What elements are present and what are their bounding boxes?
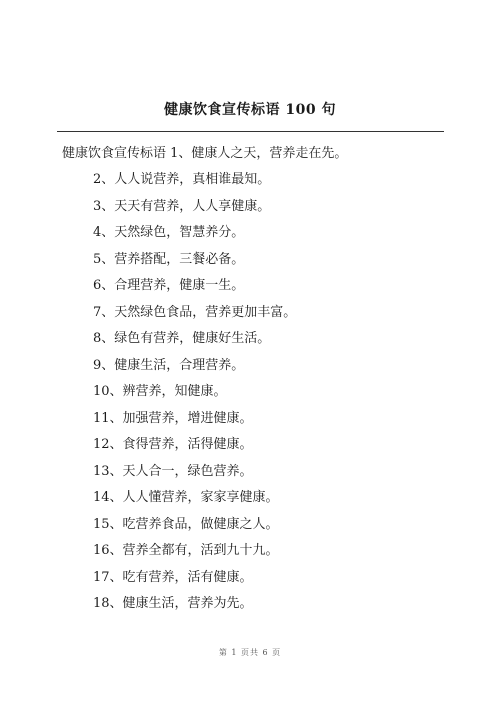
list-item: 11、加强营养，增进健康。 — [93, 410, 253, 426]
list-item: 3、天天有营养，人人享健康。 — [93, 198, 271, 214]
list-item: 7、天然绿色食品，营养更加丰富。 — [93, 304, 297, 320]
list-item: 6、合理营养，健康一生。 — [93, 278, 245, 293]
document-title: 健康饮食宣传标语 100 句 — [164, 102, 336, 118]
list-item: 10、辨营养，知健康。 — [93, 384, 227, 399]
list-item: 17、吃有营养，活有健康。 — [93, 569, 253, 585]
list-item: 9、健康生活，合理营养。 — [93, 357, 245, 373]
page-number-footer: 第 1 页共 6 页 — [218, 648, 282, 657]
title-divider — [57, 131, 444, 132]
list-item: 8、绿色有营养，健康好生活。 — [93, 331, 271, 346]
list-item: 4、天然绿色，智慧养分。 — [93, 225, 245, 240]
list-item: 15、吃营养食品，做健康之人。 — [93, 516, 279, 532]
list-item: 18、健康生活，营养为先。 — [93, 596, 253, 611]
list-item: 14、人人懂营养，家家享健康。 — [93, 490, 279, 505]
list-item: 2、人人说营养，真相谁最知。 — [93, 172, 271, 187]
intro-line: 健康饮食宣传标语 1、健康人之天，营养走在先。 — [62, 146, 348, 161]
list-item: 16、营养全都有，活到九十九。 — [93, 543, 279, 558]
slogan-list — [93, 171, 296, 622]
list-item: 13、天人合一，绿色营养。 — [93, 463, 253, 479]
list-item: 5、营养搭配，三餐必备。 — [93, 251, 245, 267]
list-item: 12、食得营养，活得健康。 — [93, 437, 253, 452]
